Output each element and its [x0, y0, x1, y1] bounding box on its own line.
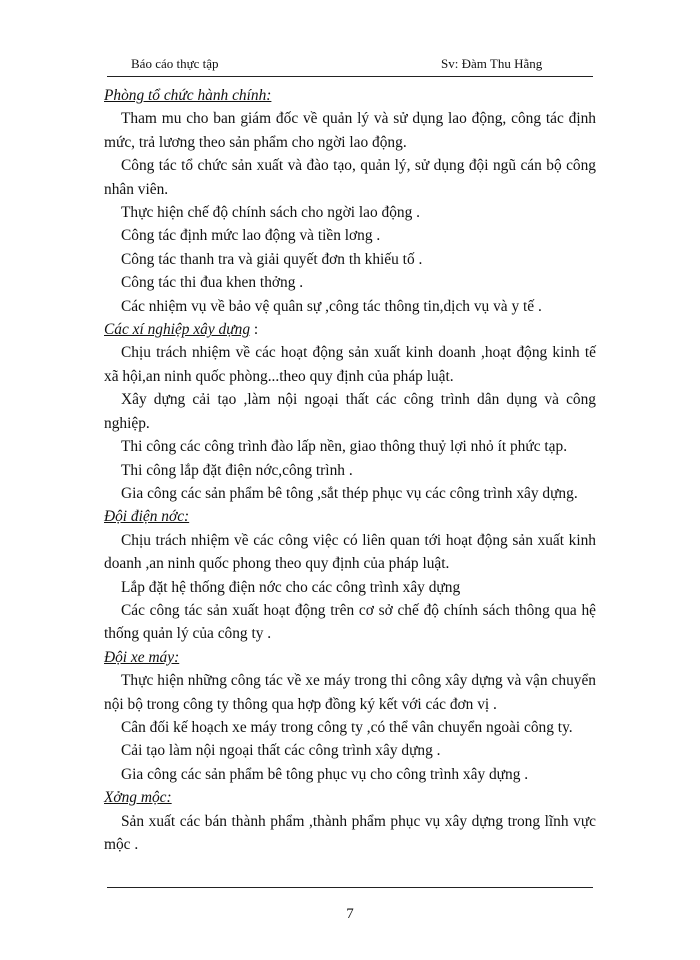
paragraph: Gia công các sản phẩm bê tông phục vụ cho công trình xây dựng .	[121, 765, 529, 783]
paragraph: Xây dựng cải tạo ,làm nội ngoại thất các công trình dân dụng và công nghiệp.	[104, 391, 596, 432]
header-report-title: Báo cáo thực tập	[131, 56, 219, 71]
section-heading: Phòng tổ chức hành chính:	[104, 87, 272, 104]
paragraph: Thực hiện những công tác về xe máy trong thi công xây dựng và vận chuyển nội bộ trong công ty thông qua hợp đồng ký kết với các đơn vị .	[104, 672, 596, 713]
paragraph: Thực hiện chế độ chính sách cho ngời lao động .	[121, 204, 420, 222]
page-header	[107, 56, 593, 77]
paragraph: Tham mu cho ban giám đốc về quản lý và sử dụng lao động, công tác định mức, trả lương theo sản phẩm cho ngời lao động.	[104, 110, 596, 151]
paragraph: Công tác thi đua khen thởng .	[121, 274, 304, 292]
paragraph: Thi công lắp đặt điện nớc,công trình .	[121, 461, 353, 479]
section-heading: Xởng mộc:	[104, 789, 172, 807]
paragraph: Công tác định mức lao động và tiền lơng .	[121, 227, 381, 245]
paragraph: Công tác tổ chức sản xuất và đào tạo, quản lý, sử dụng đội ngũ cán bộ công nhân viên.	[104, 157, 596, 198]
paragraph: Lắp đặt hệ thống điện nớc cho các công trình xây dựng	[121, 578, 461, 596]
paragraph: Thi công các công trình đào lấp nền, giao thông thuỷ lợi nhỏ ít phức tạp.	[121, 438, 568, 456]
header-student-name: Sv: Đàm Thu Hằng	[441, 56, 543, 71]
section-heading: Đội điện nớc:	[104, 508, 190, 526]
paragraph: Chịu trách nhiệm về các công việc có liên quan tới hoạt động sản xuất kinh doanh ,an ninh quốc phong theo quy định của pháp luật.	[104, 531, 596, 573]
document-body	[104, 84, 596, 856]
paragraph: Các nhiệm vụ về bảo vệ quân sự ,công tác thông tin,dịch vụ và y tế .	[121, 297, 542, 315]
page-number: 7	[346, 906, 354, 922]
paragraph: Cải tạo làm nội ngoại thất các công trình xây dựng .	[121, 742, 441, 760]
paragraph: Sản xuất các bán thành phẩm ,thành phẩm phục vụ xây dựng trong lĩnh vực mộc .	[104, 812, 596, 853]
paragraph: Gia công các sản phẩm bê tông ,sắt thép phục vụ các công trình xây dựng.	[121, 484, 578, 502]
section-heading: Đội xe máy:	[104, 648, 180, 666]
section-heading: Các xí nghiệp xây dựng :	[104, 321, 259, 339]
paragraph: Công tác thanh tra và giải quyết đơn th khiếu tố .	[121, 250, 423, 268]
paragraph: Cân đối kế hoạch xe máy trong công ty ,có thể vân chuyển ngoài công ty.	[121, 718, 573, 736]
paragraph: Các công tác sản xuất hoạt động trên cơ sở chế độ chính sách thông qua hệ thống quản lý của công ty .	[104, 601, 596, 643]
paragraph: Chịu trách nhiệm về các hoạt động sản xuất kinh doanh ,hoạt động kinh tế xã hội,an ninh quốc phòng...theo quy định của pháp luật.	[104, 344, 596, 385]
footer-divider	[107, 887, 593, 888]
